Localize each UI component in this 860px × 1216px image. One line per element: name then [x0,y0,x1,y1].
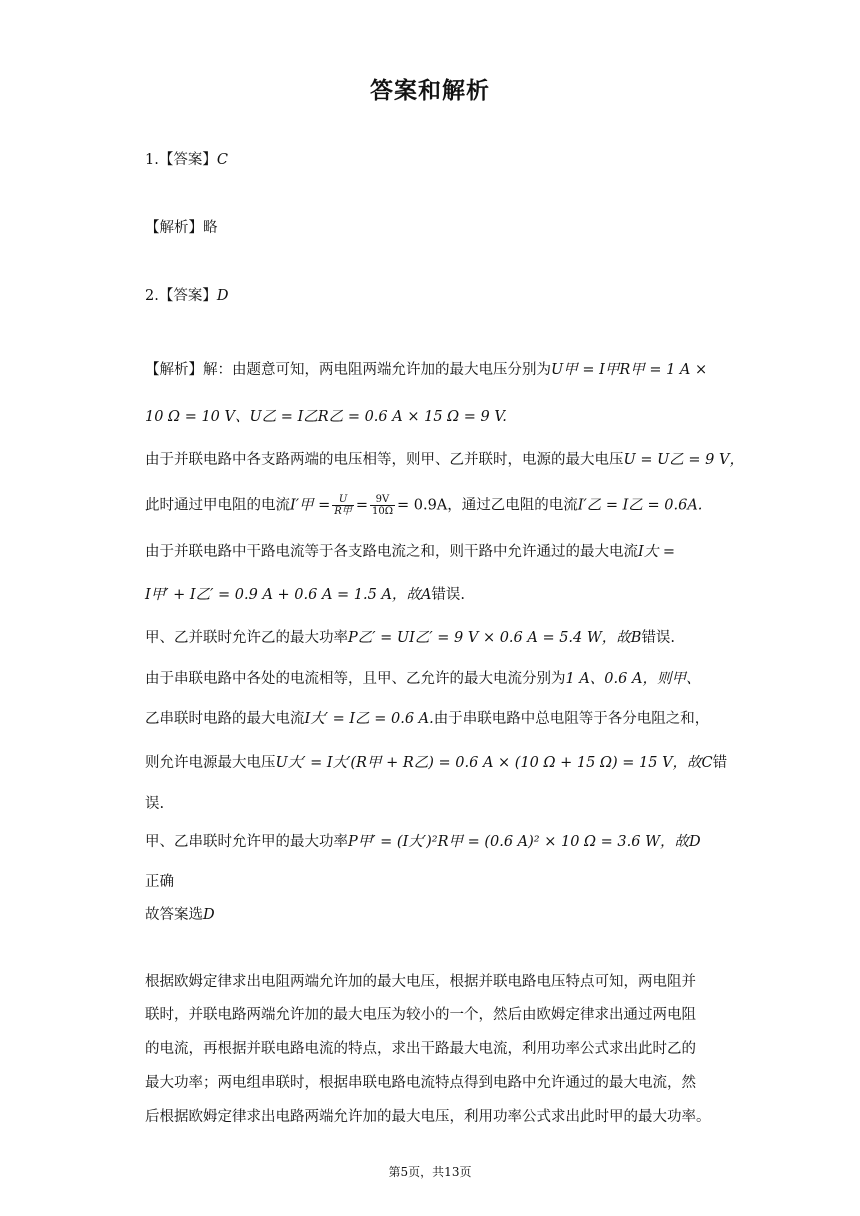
text-run: 由于并联电路中干路电流等于各支路电流之和，则干路中允许通过的最大电流 [145,544,638,560]
denominator: R甲 [334,506,352,517]
formula: P甲′ = (I大′)²R甲 = (0.6 A)² × 10 Ω = 3.6 W，故 [348,834,690,850]
analysis-label: 【解析】 [145,220,203,236]
text-run: 由于并联电路中各支路两端的电压相等，则甲、乙并联时，电源的最大电压 [145,452,624,468]
formula: U甲 = I甲R甲 = 1 A × [551,362,708,378]
summary-line-1: 根据欧姆定律求出电阻两端允许加的最大电压，根据并联电路电压特点可知，两电阻并 [145,974,696,990]
text-run: 误. [145,796,165,812]
text-run: 故答案选 [145,907,203,923]
text-run: 由于串联电路中各处的电流相等，且甲、乙允许的最大电流分别为 [145,671,566,687]
equals-sign: = [355,497,368,514]
formula: I大′ = I乙 = 0.6 A. [304,711,434,727]
text-run: 错误. [641,630,676,646]
denominator: 10Ω [371,506,393,517]
q1-answer [145,150,228,170]
option-letter: D [203,907,215,923]
option-letter: C [701,755,713,771]
answer-label: 1.【答案】 [145,152,217,168]
q2-analysis-line-14 [145,905,215,925]
page-title: 答案和解析 [370,78,490,104]
formula: 10 Ω = 10 V、U乙 = I乙R乙 = 0.6 A × 15 Ω = 9 V. [145,409,507,425]
text-run: 此时通过甲电阻的电流 [145,497,290,514]
analysis-label: 【解析】 [145,362,203,378]
text-run: 由于串联电路中总电阻等于各分电阻之和， [433,711,710,727]
q2-analysis-line-6 [145,585,465,605]
formula: 1 A、0.6 A，则甲、 [565,671,701,687]
text-run: 错 [712,755,728,771]
summary-line-4: 最大功率；两电组串联时，根据串联电路电流特点得到电路中允许通过的最大电流，然 [145,1075,696,1091]
formula: P乙′ = UI乙′ = 9 V × 0.6 A = 5.4 W，故 [348,630,631,646]
text-run: 正确 [145,874,174,890]
summary-line-5: 后根据欧姆定律求出电路两端允许加的最大电压，利用功率公式求出此时甲的最大功率。 [145,1109,711,1125]
option-letter: D [689,834,701,850]
formula: I′乙 = I乙 = 0.6A. [577,497,703,514]
formula: U大′ = I大′(R甲 + R乙) = 0.6 A × (10 Ω + 15 Ω) = 15 V，故 [275,755,702,771]
answer-label: 2.【答案】 [145,288,217,304]
q2-analysis-line-12 [145,832,701,852]
answer-value: D [216,288,229,304]
q2-analysis-line-2 [145,407,507,427]
formula: U = U乙 = 9 V， [623,452,744,468]
formula: I大 = [638,544,675,560]
summary-line-2: 联时，并联电路两端允许加的最大电压为较小的一个，然后由欧姆定律求出通过两电阻 [145,1007,696,1023]
page-footer: 第5页，共13页 [388,1165,472,1179]
fraction-9v-over-10ohm [370,494,395,517]
q2-analysis-line-8 [145,669,700,689]
text-run: 则允许电源最大电压 [145,755,276,771]
q2-analysis-line-7 [145,628,675,648]
text-run: 解：由题意可知，两电阻两端允许加的最大电压分别为 [203,362,551,378]
fraction-u-over-r [332,494,354,517]
text-run: 错误. [431,587,466,603]
q2-analysis-line-9 [145,709,709,729]
option-letter: B [630,630,642,646]
q1-analysis [145,218,218,238]
q2-analysis-line-4 [145,494,702,517]
q2-analysis-line-10 [145,753,727,773]
analysis-text: 略 [203,220,218,236]
text-run: = 0.9A，通过乙电阻的电流 [396,497,578,514]
q2-analysis-line-13 [145,872,174,892]
formula: I′甲 = [290,497,331,514]
summary-line-3: 的电流，再根据并联电路电流的特点，求出干路最大电流，利用功率公式求出此时乙的 [145,1041,696,1057]
option-letter: A [420,587,432,603]
formula: I甲′ + I乙′ = 0.9 A + 0.6 A = 1.5 A，故 [145,587,421,603]
text-run: 乙串联时电路的最大电流 [145,711,305,727]
q2-analysis-line-3 [145,450,744,470]
answer-value: C [216,152,228,168]
numerator: 9V [370,494,395,506]
q2-analysis-line-11 [145,794,164,814]
numerator: U [332,494,354,506]
text-run: 甲、乙并联时允许乙的最大功率 [145,630,348,646]
q2-analysis-line-1 [145,360,707,380]
text-run: 甲、乙串联时允许甲的最大功率 [145,834,348,850]
q2-analysis-line-5 [145,542,675,562]
q2-answer [145,286,228,306]
